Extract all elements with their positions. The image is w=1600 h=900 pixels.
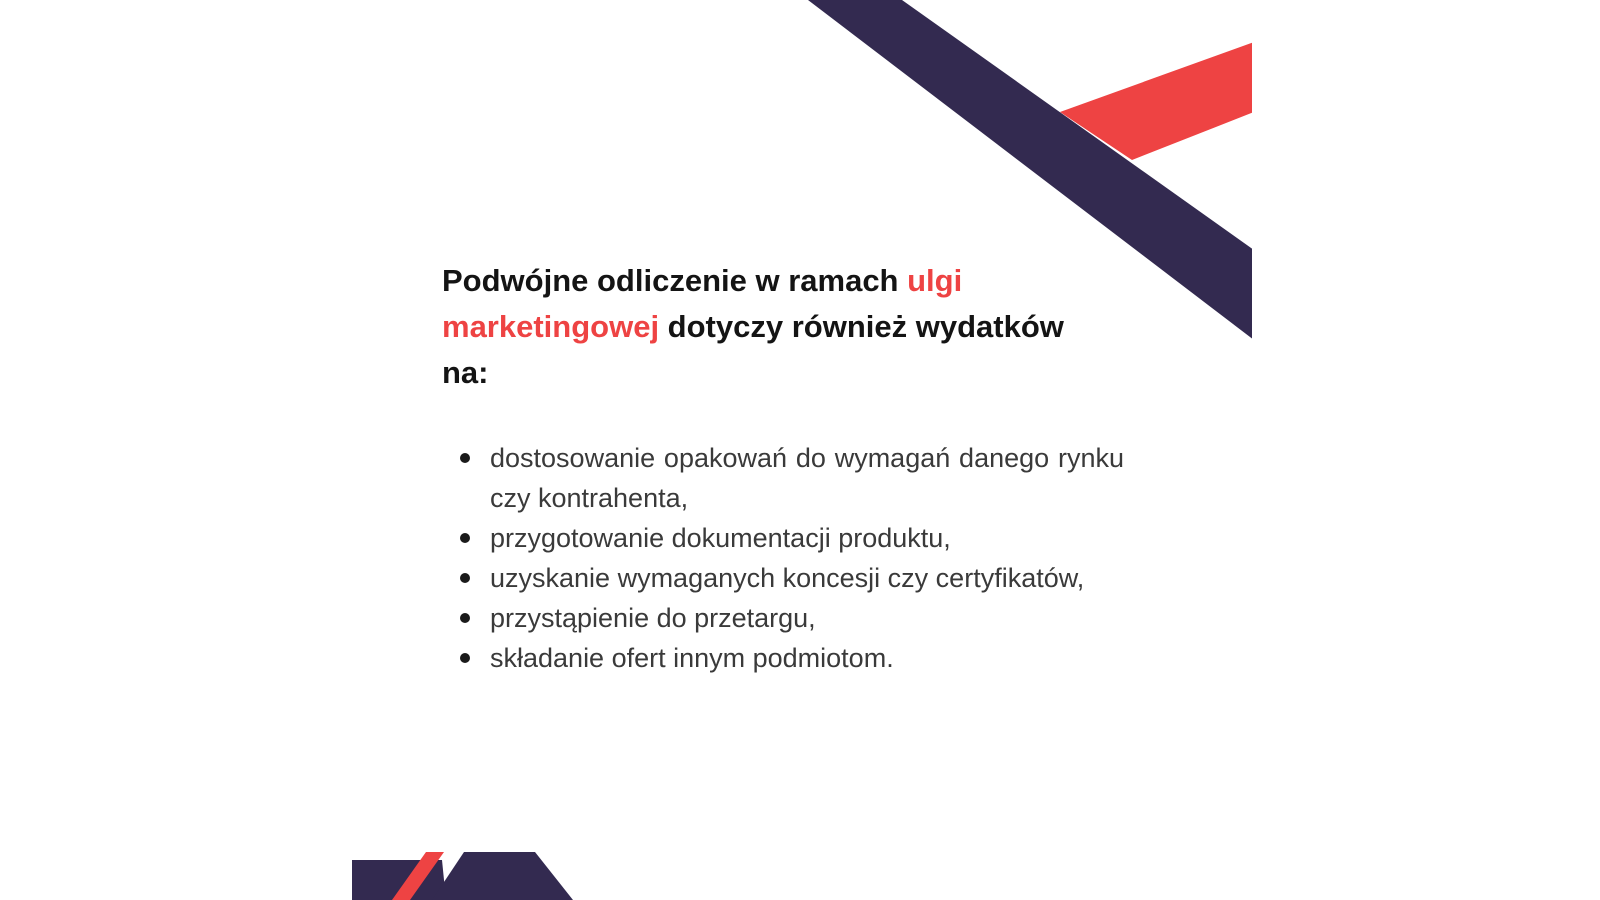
list-item-text: dostosowanie opakowań do wymagań danego rynku czy kontrahenta, <box>490 443 1124 513</box>
list-item-text: przygotowanie dokumentacji produktu, <box>490 523 951 553</box>
list-item <box>452 558 1124 598</box>
title-part-2: dotyczy również wydatków na: <box>442 309 1064 390</box>
expense-list <box>452 438 1124 678</box>
list-item <box>452 598 1124 638</box>
list-item-text: przystąpienie do przetargu, <box>490 603 816 633</box>
page-title <box>442 258 1082 396</box>
list-item <box>452 638 1124 678</box>
list-item-text: składanie ofert innym podmiotom. <box>490 643 894 673</box>
bullet-icon <box>460 453 470 463</box>
navy-shape-bottom-right <box>432 852 573 900</box>
title-highlight: ulgi marketingowej <box>442 263 963 344</box>
list-item-text: uzyskanie wymaganych koncesji czy certyfikatów, <box>490 563 1085 593</box>
list-item <box>452 518 1124 558</box>
bullet-icon <box>460 653 470 663</box>
slide-card <box>352 0 1252 900</box>
bullet-icon <box>460 573 470 583</box>
bullet-icon <box>460 533 470 543</box>
list-item <box>452 438 1124 518</box>
title-part-1: Podwójne odliczenie w ramach <box>442 263 908 298</box>
bullet-icon <box>460 613 470 623</box>
